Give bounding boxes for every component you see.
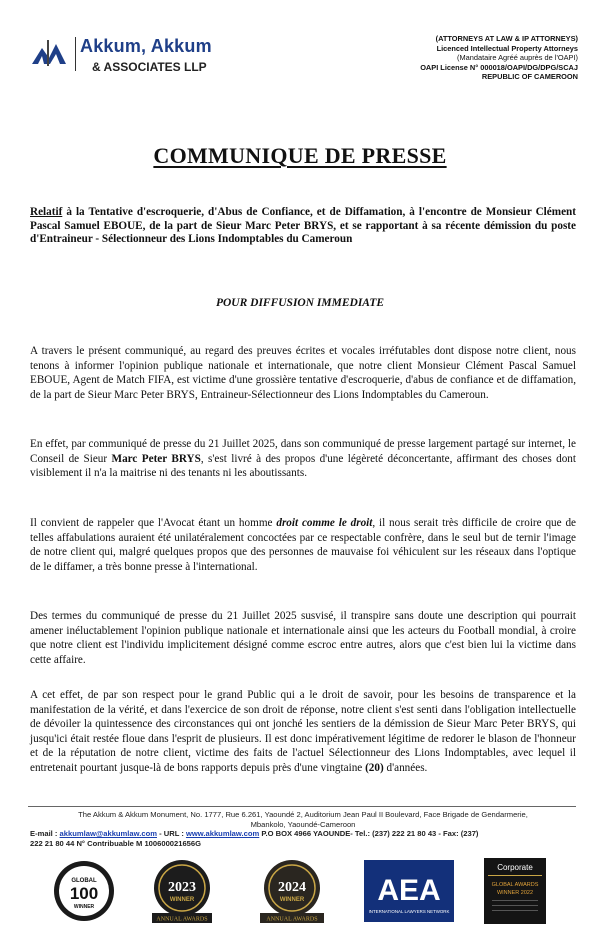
credential-line: (Mandataire Agréé auprès de l'OAPI) bbox=[457, 53, 578, 63]
footer-line: Mbankolo, Yaoundé-Cameroon bbox=[250, 819, 356, 829]
email-link[interactable]: akkumlaw@akkumlaw.com bbox=[59, 829, 157, 839]
credential-line: REPUBLIC OF CAMEROON bbox=[481, 72, 578, 82]
svg-text:WINNER: WINNER bbox=[73, 904, 95, 910]
corporate-intl-badge-icon bbox=[484, 858, 546, 924]
credential-line: OAPI License N° 000018/OAPI/DG/DPG/SCAJ bbox=[420, 62, 578, 72]
footer-divider bbox=[28, 806, 576, 807]
firm-name: Akkum, Akkum bbox=[80, 36, 212, 56]
paragraph-1: A travers le présent communiqué, au regard des preuves écrites et vocales irréfutables dont dispose notre client, nous tenons à informer l'opinion publique nationale et internationale, que notre client Monsieur Clément Pascal Samuel EBOUE, Agent de Match FIFA, est victime d'une grossière tentative d'escroquerie, d'abus de confiance et de diffamation, de la part de Sieur Marc Peter BRYS, Entraineur-Sélectionneur des Lions Indomptables du Cameroun. bbox=[30, 345, 576, 401]
svg-text:WINNER: WINNER bbox=[279, 897, 305, 903]
svg-text:100: 100 bbox=[69, 884, 99, 903]
award-2023-badge-icon bbox=[146, 858, 218, 924]
website-link[interactable]: www.akkumlaw.com bbox=[185, 829, 260, 839]
paragraph-4: Des termes du communiqué de presse du 21 Juillet 2025 susvisé, il transpire sans doute une description qui pourrait amener inéluctablement l'opinion publique nationale et internationale ainsi que les acteurs du Football mondial, à croire que notre client est l'individu implicitement désigné comme escroc entre autres, alors que c'est bien lui la victime dans cette affaire. bbox=[30, 610, 576, 666]
subject-paragraph bbox=[30, 206, 576, 247]
header-credentials bbox=[318, 34, 578, 82]
award-badges bbox=[0, 858, 600, 928]
svg-text:GLOBAL AWARDS: GLOBAL AWARDS bbox=[491, 882, 539, 888]
credential-line: (ATTORNEYS AT LAW & IP ATTORNEYS) bbox=[435, 34, 578, 43]
svg-text:2023: 2023 bbox=[168, 880, 196, 895]
paragraph-3: Il convient de rappeler que l'Avocat étant un homme droit comme le droit, il nous serait très difficile de croire que de telles affabulations auraient été unilatéralement concoctées par ce respectable confrère, dans le seul but de ternir l'image de notre client qui, malgré quelques propos que des personnes de mauvaise foi véhiculent sur les réseaux dans l'optique de le diffamer, a très bonne presse à l'international. bbox=[30, 517, 576, 573]
paragraph-2: En effet, par communiqué de presse du 21 Juillet 2025, dans son communiqué de presse largement partagé sur internet, le Conseil de Sieur Marc Peter BRYS, s'est livré à des propos d'une légèreté déconcertante, affirmant des choses dont visiblement il n'a la maitrise ni des tenants ni les aboutissants. bbox=[30, 438, 576, 480]
logo-divider bbox=[75, 37, 76, 71]
svg-text:WINNER: WINNER bbox=[169, 897, 195, 903]
footer-address bbox=[30, 810, 576, 848]
document-title: COMMUNIQUE DE PRESSE bbox=[153, 143, 447, 168]
svg-text:Corporate: Corporate bbox=[497, 863, 533, 872]
footer-contact: E-mail : akkumlaw@akkumlaw.com - URL : www.akkumlaw.com P.O BOX 4966 YAOUNDE- Tel.: (237) 222 21 80 43 - Fax: (237) bbox=[30, 829, 479, 839]
paragraph-5: A cet effet, de par son respect pour le grand Public qui a le droit de savoir, pour les besoins de transparence et la manifestation de la vérité, et dans l'exercice de son droit de réponse, notre client s'est senti dans l'obligation intellectuelle de dévoiler la quintessence des circonstances qui ont jonché les sentiers de la démission de Sieur Marc Peter BRYS, qui jusqu'ici était restée floue dans l'esprit de plusieurs. Il est donc impérativement légitime de redorer le blason de l'honneur et de la réputation de notre client, victime des faits de l'actuel Sélectionneur des Lions Indomptables, avec lequel il entretenait pourtant jusque-là de bons rapports depuis près d'une vingtaine (20) d'années. bbox=[30, 689, 576, 774]
subject-text: à la Tentative d'escroquerie, d'Abus de Confiance, et de Diffamation, à l'encontre de Monsieur Clément Pascal Samuel EBOUE, de la part de Sieur Marc Peter BRYS, et se rapportant à sa récente démission du poste d'Entraineur - Sélectionneur des Lions Indomptables du Cameroun bbox=[30, 206, 576, 246]
footer-line: 222 21 80 44 N° Contribuable M 100600021656G bbox=[30, 838, 202, 848]
svg-text:ANNUAL AWARDS: ANNUAL AWARDS bbox=[156, 916, 208, 923]
award-2024-badge-icon bbox=[254, 858, 330, 924]
firm-subtitle: & ASSOCIATES LLP bbox=[92, 60, 207, 74]
footer-line: The Akkum & Akkum Monument, No. 1777, Rue 6.261, Yaoundé 2, Auditorium Jean Paul II Boulevard, Face Brigade de Gendarmerie, bbox=[78, 810, 528, 819]
svg-text:AEA: AEA bbox=[377, 874, 441, 907]
svg-text:GLOBAL: GLOBAL bbox=[71, 878, 97, 884]
svg-text:WINNER 2022: WINNER 2022 bbox=[496, 890, 534, 896]
svg-text:ANNUAL AWARDS: ANNUAL AWARDS bbox=[266, 916, 318, 923]
firm-logo-icon bbox=[30, 38, 68, 68]
subject-lead: Relatif bbox=[30, 206, 63, 218]
aea-badge-icon bbox=[364, 858, 454, 924]
svg-text:INTERNATIONAL LAWYERS NETWORK: INTERNATIONAL LAWYERS NETWORK bbox=[368, 909, 450, 914]
diffusion-notice: POUR DIFFUSION IMMEDIATE bbox=[215, 297, 385, 309]
svg-text:2024: 2024 bbox=[278, 880, 306, 895]
global-100-badge-icon bbox=[52, 858, 116, 924]
credential-line: Licenced Intellectual Property Attorneys bbox=[436, 43, 578, 53]
